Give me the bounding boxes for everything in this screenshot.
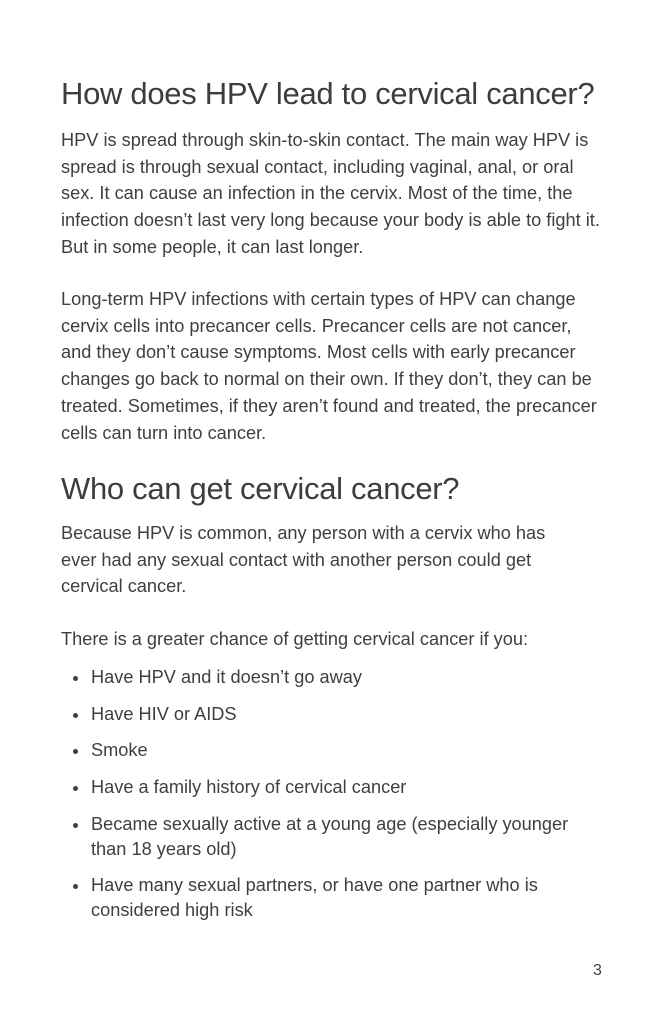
paragraph-who-can-get: Because HPV is common, any person with a cervix who has ever had any sexual contact with another person could get cervical cancer. [61,523,546,597]
list-item-text: Have HPV and it doesn’t go away [91,667,362,687]
list-item [61,812,581,862]
list-item-text: Smoke [91,740,148,761]
bullet-icon [73,786,78,791]
list-item-text: Have HIV or AIDS [91,703,237,724]
list-item [61,738,581,763]
list-item [61,702,581,727]
bullet-icon [73,823,78,828]
page-number: 3 [593,962,602,979]
bullet-icon [73,676,78,681]
list-item [61,665,581,690]
paragraph-greater-chance: There is a greater chance of getting cervical cancer if you: [61,629,529,649]
bullet-icon [73,713,78,718]
bullet-icon [73,884,78,889]
paragraph-hpv-spread: HPV is spread through skin-to-skin contact. The main way HPV is spread is through sexual contact, including vaginal, anal, or oral sex. It can cause an infection in the cervix. Most of the time, the infection doesn’t last very long because your body is able to fight it. But in some people, it can last longer. [61,130,600,257]
list-item-text: Became sexually active at a young age (especially younger than 18 years old) [91,813,569,859]
list-item-text: Have a family history of cervical cancer [91,777,407,798]
list-item [61,873,581,923]
bullet-icon [73,749,78,754]
list-item [61,775,581,800]
paragraph-long-term-infection: Long-term HPV infections with certain types of HPV can change cervix cells into precancer cells. Precancer cells are not cancer, and they don’t cause symptoms. Most cells with early precancer changes go back to normal on their own. If they don’t, they can be treated. Sometimes, if they aren’t found and treated, the precancer cells can turn into cancer. [61,289,597,443]
risk-factor-list [61,665,606,935]
section-heading-hpv: How does HPV lead to cervical cancer? [61,76,595,111]
section-heading-who: Who can get cervical cancer? [61,471,460,506]
list-item-text: Have many sexual partners, or have one partner who is considered high risk [91,875,538,921]
